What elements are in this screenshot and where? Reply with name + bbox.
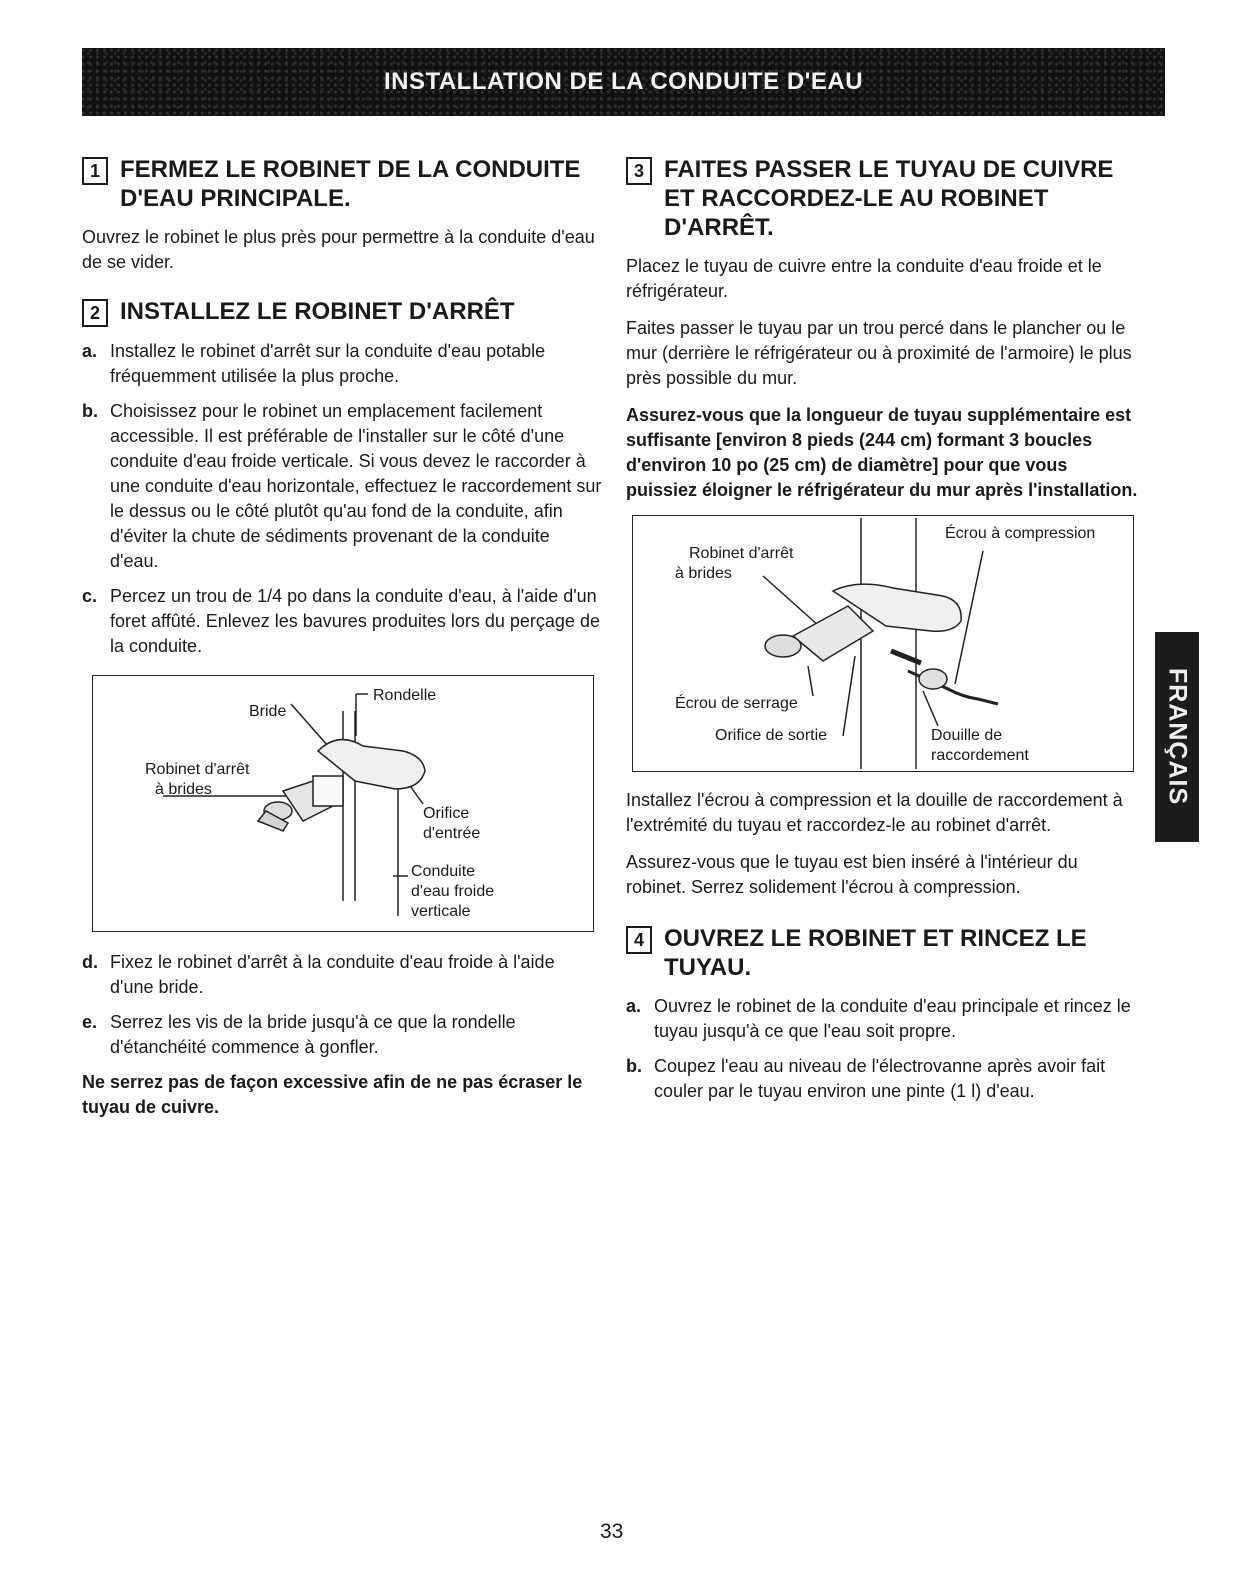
step-3-bold-note: Assurez-vous que la longueur de tuyau supplémentaire est suffisante [environ 8 pieds (244 cm) formant 3 boucles d'environ 10 po (25 cm) de diamètre] pour que vous puissiez éloigner le réfrigérateur du mur après l'installation. [626, 405, 1138, 500]
step-3-paragraph-1: Placez le tuyau de cuivre entre la conduite d'eau froide et le réfrigérateur. [626, 256, 1102, 301]
banner-title: INSTALLATION DE LA CONDUITE D'EAU [383, 68, 864, 95]
label-ecrou-compression: Écrou à compression [945, 525, 1096, 542]
language-tab [1155, 632, 1199, 842]
label-douille-line2: raccordement [931, 747, 1029, 764]
list-item [82, 1010, 602, 1060]
valve-clamp-figure [92, 675, 594, 932]
compression-fitting-figure [632, 515, 1134, 772]
step-3-paragraph-2: Faites passer le tuyau par un trou percé dans le plancher ou le mur (derrière le réfrigérateur ou à proximité de l'armoire) le plus près possible du mur. [626, 318, 1132, 388]
list-text: Fixez le robinet d'arrêt à la conduite d'eau froide à l'aide d'une bride. [110, 952, 555, 997]
label-rondelle: Rondelle [373, 687, 437, 704]
list-text: Installez le robinet d'arrêt sur la conduite d'eau potable fréquemment utilisée la plus proche. [110, 341, 546, 386]
step-3-title: FAITES PASSER LE TUYAU DE CUIVRE ET RACCORDEZ-LE AU ROBINET D'ARRÊT. [664, 156, 1114, 241]
list-marker: a. [82, 341, 98, 361]
label-robinet-line1: Robinet d'arrêt [145, 761, 250, 778]
valve-illustration [93, 676, 593, 931]
label-robinet-line2: à brides [675, 565, 732, 582]
list-text: Ouvrez le robinet de la conduite d'eau principale et rincez le tuyau jusqu'à ce que l'eau soit propre. [654, 996, 1131, 1041]
list-item [82, 950, 602, 1000]
label-bride: Bride [249, 703, 287, 720]
step-2-title: INSTALLEZ LE ROBINET D'ARRÊT [120, 298, 515, 325]
label-conduite-line2: d'eau froide [411, 883, 495, 900]
list-marker: b. [82, 401, 98, 421]
step-1-text: Ouvrez le robinet le plus près pour permettre à la conduite d'eau de se vider. [82, 227, 595, 272]
list-item [82, 399, 602, 574]
label-conduite-line1: Conduite [411, 863, 476, 880]
section-banner [82, 48, 1165, 116]
step-4-title: OUVREZ LE ROBINET ET RINCEZ LE TUYAU. [664, 925, 1087, 981]
list-marker: e. [82, 1012, 98, 1032]
list-text: Coupez l'eau au niveau de l'électrovanne après avoir fait couler par le tuyau environ une pinte (1 l) d'eau. [654, 1056, 1106, 1101]
list-item [82, 339, 602, 389]
list-marker: a. [626, 996, 642, 1016]
step-3-paragraph-3: Installez l'écrou à compression et la douille de raccordement à l'extrémité du tuyau et raccordez-le au robinet d'arrêt. [626, 790, 1123, 835]
label-conduite-line3: verticale [411, 903, 471, 920]
right-column [626, 155, 1141, 1114]
list-item [82, 584, 602, 659]
list-item [626, 1054, 1141, 1104]
list-text: Choisissez pour le robinet un emplacement facilement accessible. Il est préférable de l'installer sur le côté d'une conduite d'eau froide verticale. Si vous devez le raccorder à une conduite d'eau horizontale, effectuez le raccordement sur le dessus ou le côté plutôt qu'au fond de la conduite, afin d'éviter la chute de sédiments provenant de la conduite d'eau. [110, 401, 602, 571]
step-1-title: FERMEZ LE ROBINET DE LA CONDUITE D'EAU PRINCIPALE. [120, 156, 581, 212]
step-1-heading [82, 155, 602, 213]
label-robinet-line2: à brides [155, 781, 212, 798]
step-4-number: 4 [626, 926, 652, 954]
list-text: Percez un trou de 1/4 po dans la conduite d'eau, à l'aide d'un foret affûté. Enlevez les bavures produites lors du perçage de la conduite. [110, 586, 600, 656]
step-2-number: 2 [82, 299, 108, 327]
step-3-heading [626, 155, 1141, 242]
list-marker: c. [82, 586, 98, 606]
step-3-number: 3 [626, 157, 652, 185]
step-2-heading [82, 297, 602, 327]
language-tab-label: FRANÇAIS [1163, 668, 1192, 806]
step-1-number: 1 [82, 157, 108, 185]
step-3-paragraph-4: Assurez-vous que le tuyau est bien inséré à l'intérieur du robinet. Serrez solidement l'écrou à compression. [626, 852, 1078, 897]
page-number: 33 [600, 1520, 624, 1543]
step-4-heading [626, 924, 1141, 982]
label-orifice-line2: d'entrée [423, 825, 481, 842]
list-marker: b. [626, 1056, 642, 1076]
label-orifice-sortie: Orifice de sortie [715, 727, 828, 744]
list-marker: d. [82, 952, 98, 972]
list-item [626, 994, 1141, 1044]
list-text: Serrez les vis de la bride jusqu'à ce que la rondelle d'étanchéité commence à gonfler. [110, 1012, 516, 1057]
label-orifice-line1: Orifice [423, 805, 470, 822]
label-douille-line1: Douille de [931, 727, 1003, 744]
warning-text: Ne serrez pas de façon excessive afin de ne pas écraser le tuyau de cuivre. [82, 1072, 583, 1117]
label-ecrou-serrage: Écrou de serrage [675, 695, 798, 712]
label-robinet-line1: Robinet d'arrêt [689, 545, 794, 562]
left-column [82, 155, 602, 1132]
